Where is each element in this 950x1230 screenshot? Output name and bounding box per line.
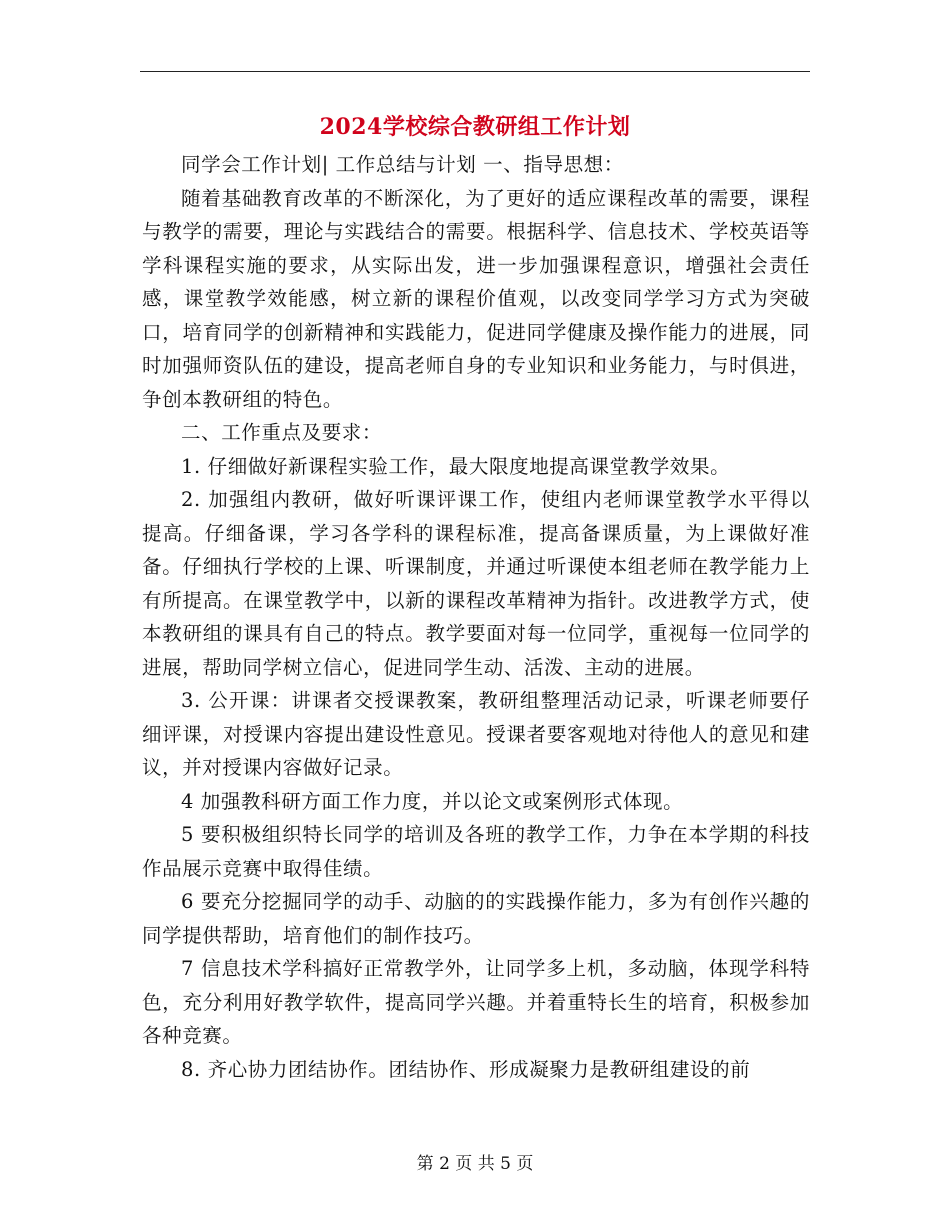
- list-item: 8. 齐心协力团结协作。团结协作、形成凝聚力是教研组建设的前: [181, 1057, 751, 1081]
- page-number: 第 2 页 共 5 页: [416, 1154, 534, 1174]
- document-title: 2024学校综合教研组工作计划: [319, 114, 631, 140]
- list-item: 1. 仔细做好新课程实验工作，最大限度地提高课堂教学效果。: [181, 454, 731, 478]
- paragraph-guiding-thought: 随着基础教育改革的不断深化，为了更好的适应课程改革的需要，课程与教学的需要，理论与实践结合的需要。根据科学、信息技术、学校英语等学科课程实施的要求，从实际出发，进一步加强课程意识，增强社会责任感，课堂教学效能感，树立新的课程价值观，以改变同学学习方式为突破口，培育同学的创新精神和实践能力，促进同学健康及操作能力的进展，同时加强师资队伍的建设，提高老师自身的专业知识和业务能力，与时俱进，争创本教研组的特色。: [142, 186, 810, 411]
- paragraph-intro: 同学会工作计划| 工作总结与计划 一、指导思想：: [181, 153, 624, 176]
- document-body: [142, 148, 810, 1086]
- list-item: 7 信息技术学科搞好正常教学外，让同学多上机，多动脑，体现学科特色，充分利用好教学软件，提高同学兴趣。并着重特长生的培育，积极参加各种竞赛。: [142, 957, 810, 1047]
- section-heading-priorities: 二、工作重点及要求：: [181, 421, 383, 444]
- list-item: 5 要积极组织特长同学的培训及各班的教学工作，力争在本学期的科技作品展示竞赛中取得佳绩。: [142, 823, 810, 880]
- list-item: 4 加强教科研方面工作力度，并以论文或案例形式体现。: [181, 789, 684, 813]
- header-rule: [140, 71, 810, 72]
- list-item: 2. 加强组内教研，做好听课评课工作，使组内老师课堂教学水平得以提高。仔细备课，学习各学科的课程标准，提高备课质量，为上课做好准备。仔细执行学校的上课、听课制度，并通过听课使本组老师在教学能力上有所提高。在课堂教学中，以新的课程改革精神为指针。改进教学方式，使本教研组的课具有自己的特点。教学要面对每一位同学，重视每一位同学的进展，帮助同学树立信心，促进同学生动、活泼、主动的进展。: [142, 488, 810, 679]
- list-item: 6 要充分挖掘同学的动手、动脑的的实践操作能力，多为有创作兴趣的同学提供帮助，培育他们的制作技巧。: [142, 890, 810, 947]
- list-item: 3. 公开课：讲课者交授课教案，教研组整理活动记录，听课老师要仔细评课，对授课内容提出建设性意见。授课者要客观地对待他人的意见和建议，并对授课内容做好记录。: [142, 689, 810, 779]
